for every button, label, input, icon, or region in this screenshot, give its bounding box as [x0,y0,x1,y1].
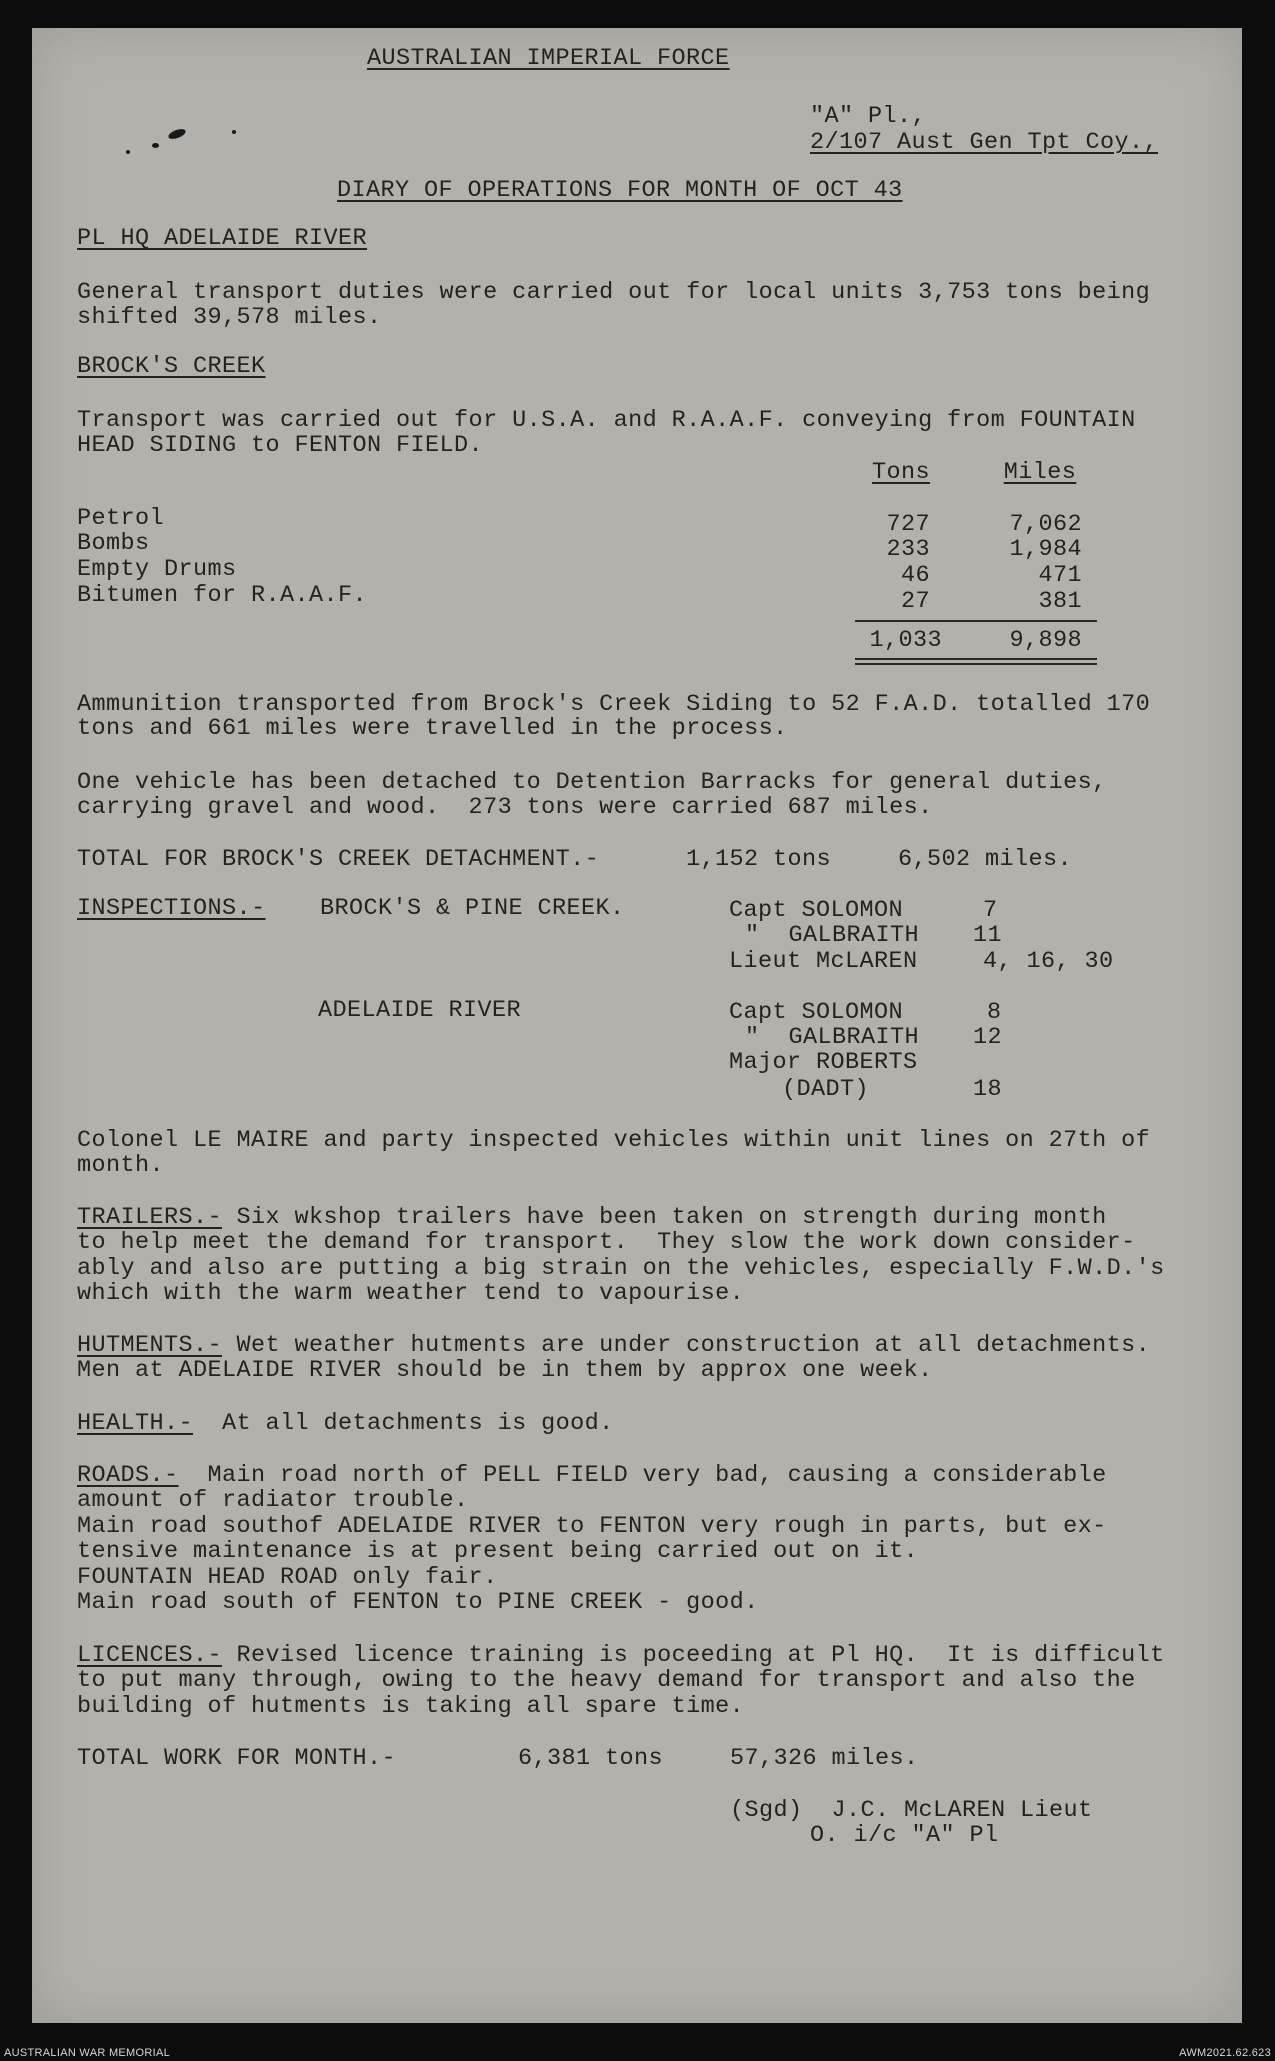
unit-line2: 2/107 Aust Gen Tpt Coy., [810,129,1159,156]
ammo-line2: tons and 661 miles were travelled in the process. [77,715,788,742]
total-month-tons: 6,381 tons [518,1745,664,1772]
force-heading: AUSTRALIAN IMPERIAL FORCE [367,45,730,72]
inspector-days: 18 [973,1076,1003,1103]
inspections-heading: INSPECTIONS.- [77,895,266,922]
col-tons-header: Tons [871,459,930,486]
health-paragraph [77,1411,614,1437]
inspector-name: " GALBRAITH [745,1024,920,1051]
inspection-place-2: ADELAIDE RIVER [318,997,522,1024]
signature-line2: O. i/c "A" Pl [810,1822,999,1849]
inspector-name: " GALBRAITH [745,922,920,949]
unit-line1: "A" Pl., [810,103,927,130]
trailers-line1: Six wkshop trailers have been taken on strength during month [222,1204,1107,1231]
document-title: DIARY OF OPERATIONS FOR MONTH OF OCT 43 [337,177,903,204]
licences-paragraph [77,1643,1165,1669]
colonel-line2: month. [77,1152,165,1179]
trailers-line2: to help meet the demand for transport. They slow the work down consider- [77,1229,1136,1256]
table-double-rule [855,663,1097,665]
roads-line1: Main road north of PELL FIELD very bad, causing a considerable [178,1462,1107,1489]
trailers-line3: ably and also are putting a big strain on the vehicles, especially F.W.D.'s [77,1255,1165,1282]
cargo-tons: 727 [886,511,930,538]
hutments-line1: Wet weather hutments are under construction at all detachments. [222,1332,1151,1359]
archive-credit: AUSTRALIAN WAR MEMORIAL [4,2047,171,2059]
roads-heading: ROADS.- [77,1462,179,1489]
pl-hq-heading: PL HQ ADELAIDE RIVER [77,225,368,252]
inspector-name: Capt SOLOMON [729,999,904,1026]
roads-line3: Main road southof ADELAIDE RIVER to FENTON very rough in parts, but ex- [77,1513,1107,1540]
total-brocks-label: TOTAL FOR BROCK'S CREEK DETACHMENT.- [77,846,600,873]
brocks-line1: Transport was carried out for U.S.A. and R.A.A.F. conveying from FOUNTAIN [77,407,1136,434]
inspector-days: 11 [973,922,1003,949]
brocks-heading: BROCK'S CREEK [77,353,266,380]
total-miles: 9,898 [1009,627,1082,654]
cargo-miles: 471 [1038,562,1082,589]
licences-line2: to put many through, owing to the heavy demand for transport and also the [77,1667,1136,1694]
inspector-name: Capt SOLOMON [729,897,904,924]
cargo-item: Bombs [77,530,150,557]
inspection-place-1: BROCK'S & PINE CREEK. [320,895,625,922]
total-month-label: TOTAL WORK FOR MONTH.- [77,1745,397,1772]
ink-blot [232,130,236,134]
inspector-name: Lieut McLAREN [729,948,918,975]
ammo-line1: Ammunition transported from Brock's Creek Siding to 52 F.A.D. totalled 170 [77,691,1151,718]
total-brocks-tons: 1,152 tons [686,846,832,873]
pl-hq-line1: General transport duties were carried out for local units 3,753 tons being [77,279,1151,306]
cargo-item: Bitumen for R.A.A.F. [77,582,368,609]
cargo-miles: 7,062 [1009,511,1082,538]
roads-paragraph [77,1463,1107,1489]
cargo-miles: 1,984 [1009,536,1082,563]
table-double-rule [855,658,1097,660]
total-tons: 1,033 [869,627,942,654]
signature-line1: (Sgd) J.C. McLAREN Lieut [730,1797,1093,1824]
colonel-line1: Colonel LE MAIRE and party inspected vehicles within unit lines on 27th of [77,1127,1151,1154]
ink-blot [152,143,159,148]
roads-line6: Main road south of FENTON to PINE CREEK - good. [77,1589,759,1616]
trailers-heading: TRAILERS.- [77,1204,223,1231]
licences-line1: Revised licence training is poceeding at Pl HQ. It is difficult [222,1642,1165,1669]
cargo-tons: 46 [900,562,930,589]
hutments-heading: HUTMENTS.- [77,1332,223,1359]
inspector-name: Major ROBERTS [729,1049,918,1076]
inspector-days: 8 [987,999,1002,1026]
trailers-paragraph [77,1205,1107,1231]
health-heading: HEALTH.- [77,1410,194,1437]
trailers-line4: which with the warm weather tend to vapourise. [77,1280,745,1307]
licences-heading: LICENCES.- [77,1642,223,1669]
brocks-line2: HEAD SIDING to FENTON FIELD. [77,432,484,459]
hutments-paragraph [77,1333,1150,1359]
cargo-item: Empty Drums [77,556,237,583]
ink-blot [126,150,130,154]
col-miles-header: Miles [1003,459,1077,486]
vehicle-line1: One vehicle has been detached to Detention Barracks for general duties, [77,769,1107,796]
hutments-line2: Men at ADELAIDE RIVER should be in them by approx one week. [77,1357,933,1384]
cargo-miles: 381 [1038,588,1082,615]
health-line1: At all detachments is good. [193,1410,614,1437]
licences-line3: building of hutments is taking all spare time. [77,1693,745,1720]
cargo-item: Petrol [77,505,165,532]
inspector-name: (DADT) [782,1076,870,1103]
inspector-days: 4, 16, 30 [983,948,1114,975]
cargo-tons: 27 [900,588,930,615]
vehicle-line2: carrying gravel and wood. 273 tons were carried 687 miles. [77,794,933,821]
table-total-rule [855,620,1097,622]
total-brocks-miles: 6,502 miles. [898,846,1073,873]
inspector-days: 7 [983,897,998,924]
archive-reference: AWM2021.62.623 [1179,2047,1271,2059]
inspector-days: 12 [973,1024,1003,1051]
cargo-tons: 233 [886,536,930,563]
roads-line4: tensive maintenance is at present being carried out on it. [77,1538,919,1565]
pl-hq-line2: shifted 39,578 miles. [77,304,382,331]
total-month-miles: 57,326 miles. [730,1745,919,1772]
roads-line5: FOUNTAIN HEAD ROAD only fair. [77,1564,498,1591]
roads-line2: amount of radiator trouble. [77,1487,469,1514]
